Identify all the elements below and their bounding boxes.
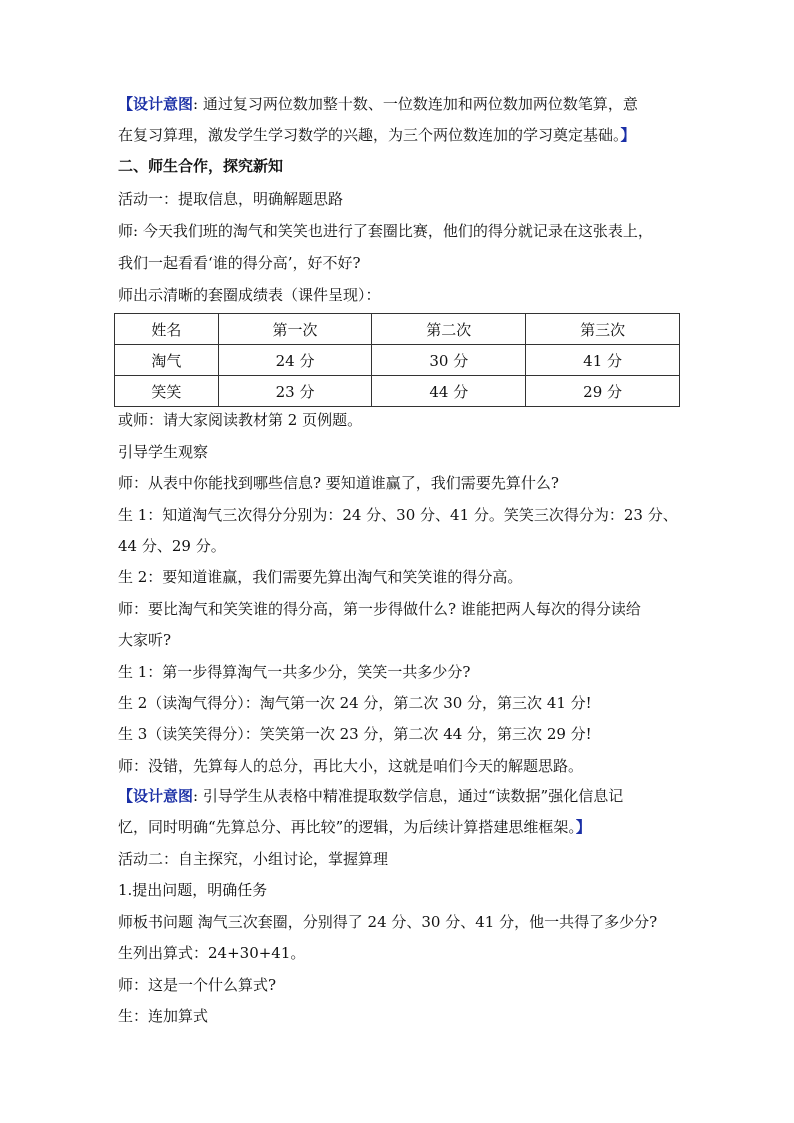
design-intent-text-cont: 在复习算理，激发学生学习数学的兴趣，为三个两位数连加的学习奠定基础。 (118, 126, 621, 144)
student-1-answer-line-1: 生 1：知道淘气三次得分分别为：24 分、30 分、41 分。笑笑三次得分为：23 分、 (118, 506, 678, 524)
section-heading: 二、师生合作，探究新知 (118, 157, 284, 175)
teacher-question-2-line-2: 大家听? (118, 631, 172, 649)
student-formula: 生列出算式：24+30+41。 (118, 944, 306, 962)
design-intent-label: 设计意图 (133, 95, 194, 113)
design-intent-text: : 通过复习两位数加整十数、一位数连加和两位数加两位数笔算，意 (193, 95, 638, 113)
table-cell: 笑笑 (115, 376, 219, 407)
table-cell: 淘气 (115, 345, 219, 376)
score-table (114, 313, 680, 407)
student-1-answer-line-2: 44 分、29 分。 (118, 537, 226, 555)
table-row (115, 345, 680, 376)
bracket-close: 】 (575, 818, 591, 836)
bracket-close: 】 (620, 126, 636, 144)
table-cell: 29 分 (526, 376, 680, 407)
design-intent-text: : 引导学生从表格中精准提取数学信息，通过“读数据”强化信息记 (193, 787, 624, 805)
teacher-intro-line-2: 我们一起看看‘谁的得分高’，好不好? (118, 254, 361, 272)
teacher-summary: 师：没错，先算每人的总分，再比大小，这就是咱们今天的解题思路。 (118, 757, 584, 775)
table-cell: 30 分 (372, 345, 526, 376)
bracket-open: 【 (118, 95, 134, 113)
step-one-title: 1.提出问题，明确任务 (118, 881, 268, 899)
bracket-open: 【 (118, 787, 134, 805)
header-name: 姓名 (115, 314, 219, 345)
table-row (115, 376, 680, 407)
table-cell: 44 分 (372, 376, 526, 407)
teacher-intro-line-1: 师: 今天我们班的淘气和笑笑也进行了套圈比赛，他们的得分就记录在这张表上， (118, 222, 653, 240)
table-cell: 23 分 (218, 376, 372, 407)
table-cell: 24 分 (218, 345, 372, 376)
teacher-question-2-line-1: 师：要比淘气和笑笑谁的得分高，第一步得做什么? 谁能把两人每次的得分读给 (118, 600, 641, 618)
header-first: 第一次 (218, 314, 372, 345)
design-intent-2 (118, 781, 684, 843)
student-2-answer: 生 2：要知道谁赢，我们需要先算出淘气和笑笑谁的得分高。 (118, 568, 523, 586)
design-intent-1 (118, 89, 684, 151)
header-third: 第三次 (526, 314, 680, 345)
or-teacher-line: 或师：请大家阅读教材第 2 页例题。 (118, 411, 363, 429)
student-2-reads: 生 2（读淘气得分）：淘气第一次 24 分，第二次 30 分，第三次 41 分! (118, 694, 592, 712)
activity-one-title: 活动一：提取信息，明确解题思路 (118, 190, 344, 208)
design-intent-label: 设计意图 (133, 787, 194, 805)
student-3-reads: 生 3（读笑笑得分）：笑笑第一次 23 分，第二次 44 分，第三次 29 分! (118, 725, 592, 743)
header-second: 第二次 (372, 314, 526, 345)
activity-two-title: 活动二：自主探究，小组讨论，掌握算理 (118, 850, 389, 868)
table-cell: 41 分 (526, 345, 680, 376)
board-question: 师板书问题 淘气三次套圈，分别得了 24 分、30 分、41 分，他一共得了多少分? (118, 913, 658, 931)
guide-line: 引导学生观察 (118, 443, 209, 461)
teacher-ask: 师：这是一个什么算式? (118, 976, 277, 994)
student-1-response: 生 1：第一步得算淘气一共多少分，笑笑一共多少分? (118, 663, 471, 681)
student-answer: 生：连加算式 (118, 1007, 209, 1025)
teacher-question-1: 师：从表中你能找到哪些信息? 要知道谁赢了，我们需要先算什么? (118, 474, 559, 492)
design-intent-text-cont: 忆，同时明确“先算总分、再比较”的逻辑，为后续计算搭建思维框架。 (118, 818, 576, 836)
teacher-show-table: 师出示清晰的套圈成绩表（课件呈现）： (118, 286, 381, 304)
table-header-row (115, 314, 680, 345)
